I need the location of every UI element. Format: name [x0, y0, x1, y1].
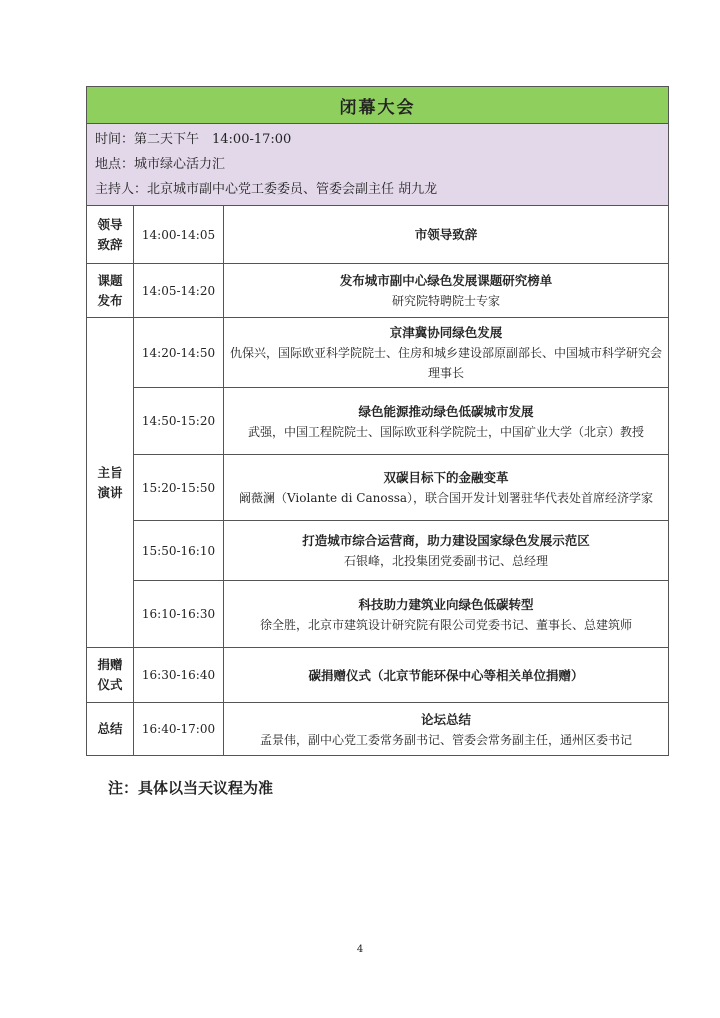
agenda-time: 15:20-15:50: [134, 455, 224, 521]
agenda-time: 16:10-16:30: [134, 581, 224, 648]
agenda-row: [87, 648, 669, 703]
agenda-row: [87, 264, 669, 318]
agenda-time: 14:00-14:05: [134, 206, 224, 264]
agenda-topic: 论坛总结: [421, 711, 472, 727]
category-summary: 总结: [87, 703, 134, 756]
agenda-content: [224, 206, 669, 264]
agenda-content: [224, 318, 669, 388]
agenda-time: 14:20-14:50: [134, 318, 224, 388]
agenda-row: [87, 455, 669, 521]
agenda-topic: 京津冀协同绿色发展: [389, 325, 503, 340]
agenda-note: 注：具体以当天议程为准: [108, 779, 274, 797]
category-leader-speech: 领导 致辞: [87, 206, 134, 264]
agenda-content: [224, 264, 669, 318]
agenda-topic: 市领导致辞: [414, 227, 478, 242]
agenda-speaker: 孟景伟，副中心党工委常务副书记、管委会常务副主任，通州区委书记: [260, 732, 633, 747]
category-donation: 捐赠 仪式: [87, 648, 134, 703]
agenda-topic: 打造城市综合运营商，助力建设国家绿色发展示范区: [302, 533, 590, 548]
category-topic-release: 课题 发布: [87, 264, 134, 318]
agenda-time: 16:40-17:00: [134, 703, 224, 756]
title-row: [87, 87, 669, 124]
info-row: [87, 124, 669, 206]
agenda-row: [87, 521, 669, 581]
agenda-speaker: 仇保兴，国际欧亚科学院院士、住房和城乡建设部原副部长、中国城市科学研究会理事长: [230, 346, 663, 380]
agenda-time: 15:50-16:10: [134, 521, 224, 581]
agenda-speaker: 徐全胜，北京市建筑设计研究院有限公司党委书记、董事长、总建筑师: [260, 617, 633, 632]
agenda-speaker: 武强，中国工程院院士、国际欧亚科学院院士，中国矿业大学（北京）教授: [248, 424, 645, 439]
session-title: 闭幕大会: [87, 87, 669, 124]
agenda-time: 16:30-16:40: [134, 648, 224, 703]
category-keynote: 主旨 演讲: [87, 318, 134, 648]
agenda-content: [224, 648, 669, 703]
agenda-topic: 发布城市副中心绿色发展课题研究榜单: [339, 273, 553, 288]
page-number: 4: [356, 944, 364, 955]
agenda-content: [224, 455, 669, 521]
agenda-topic: 绿色能源推动绿色低碳城市发展: [358, 403, 534, 419]
session-host: 主持人：北京城市副中心党工委委员、管委会副主任 胡九龙: [95, 182, 438, 197]
agenda-row: [87, 318, 669, 388]
session-time: 时间：第二天下午 14:00-17:00: [95, 132, 292, 147]
agenda-content: [224, 388, 669, 455]
agenda-row: [87, 703, 669, 756]
agenda-speaker: 石银峰，北投集团党委副书记、总经理: [344, 554, 549, 568]
agenda-topic: 科技助力建筑业向绿色低碳转型: [358, 596, 534, 612]
agenda-time: 14:50-15:20: [134, 388, 224, 455]
agenda-table: [86, 86, 669, 756]
agenda-topic: 碳捐赠仪式（北京节能环保中心等相关单位捐赠）: [308, 667, 584, 683]
session-place: 地点：城市绿心活力汇: [95, 157, 226, 172]
agenda-content: [224, 521, 669, 581]
agenda-speaker: 研究院特聘院士专家: [392, 294, 501, 308]
agenda-topic: 双碳目标下的金融变革: [383, 470, 509, 485]
agenda-row: [87, 581, 669, 648]
agenda-row: [87, 388, 669, 455]
agenda-time: 14:05-14:20: [134, 264, 224, 318]
agenda-speaker: 阚薇澜（Violante di Canossa），联合国开发计划署驻华代表处首席经济学家: [238, 491, 654, 505]
agenda-content: [224, 581, 669, 648]
agenda-row: [87, 206, 669, 264]
agenda-content: [224, 703, 669, 756]
session-info: [87, 124, 669, 206]
